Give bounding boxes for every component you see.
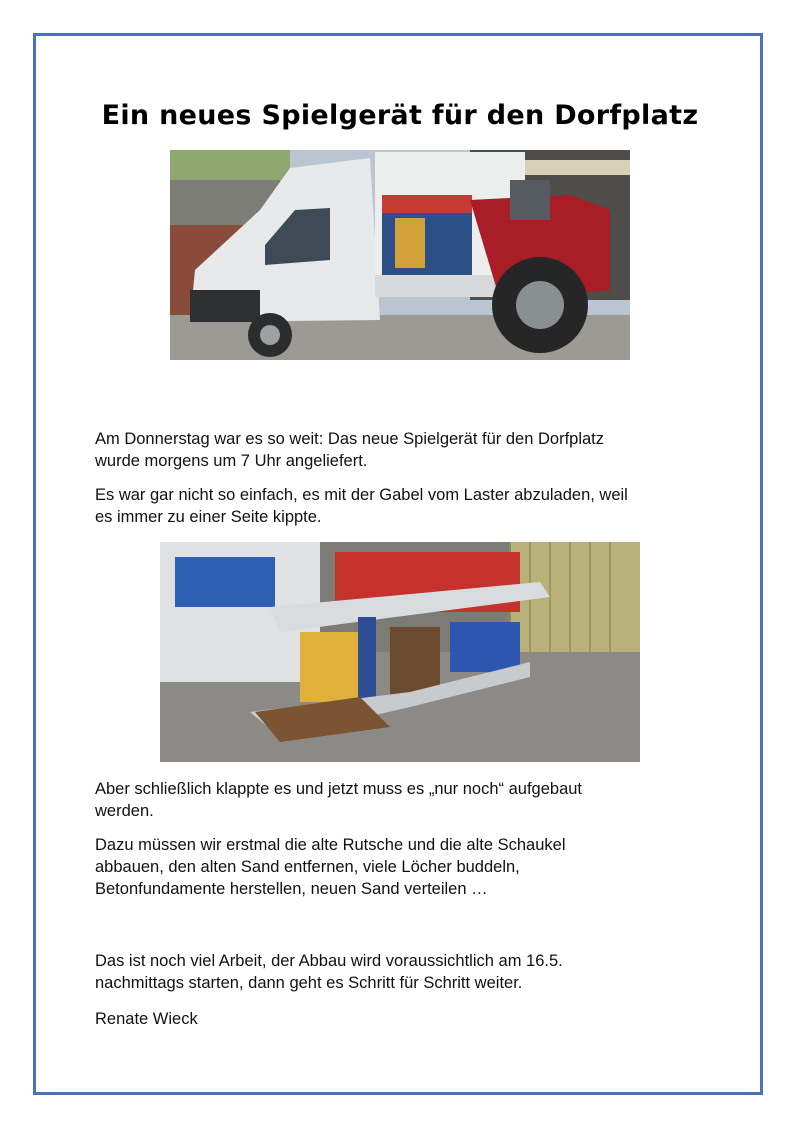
paragraph-success: Aber schließlich klappte es und jetzt muss es „nur noch“ aufgebaut werden.: [95, 780, 583, 820]
paragraph-unloading: Es war gar nicht so einfach, es mit der Gabel vom Laster abzuladen, weil es immer zu einer Seite kippte.: [95, 486, 628, 526]
truck-photo: [170, 150, 630, 360]
unloaded-equipment-photo: [160, 542, 640, 762]
author-name: Renate Wieck: [95, 1010, 198, 1028]
paragraph-tasks: Dazu müssen wir erstmal die alte Rutsche und die alte Schaukel abbauen, den alten Sand entfernen, viele Löcher buddeln, Betonfundamente herstellen, neuen Sand verteilen …: [95, 836, 566, 898]
paragraph-schedule: Das ist noch viel Arbeit, der Abbau wird voraussichtlich am 16.5. nachmittags starten, dann geht es Schritt für Schritt weiter.: [95, 952, 563, 992]
page-title: Ein neues Spielgerät für den Dorfplatz: [101, 100, 699, 131]
paragraph-delivery: Am Donnerstag war es so weit: Das neue Spielgerät für den Dorfplatz wurde morgens um 7 Uhr angeliefert.: [95, 430, 605, 470]
